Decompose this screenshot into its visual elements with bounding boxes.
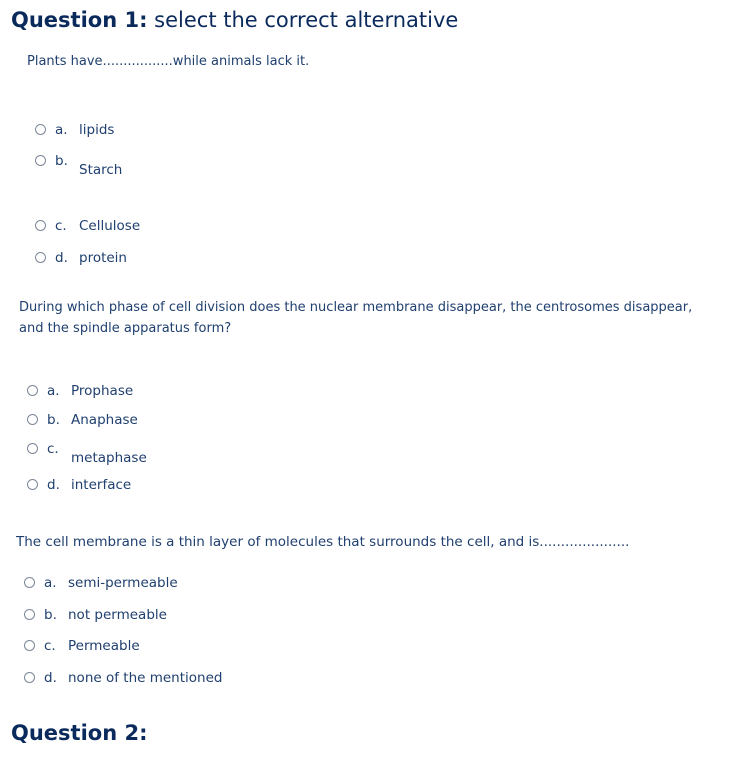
option-letter: d. xyxy=(55,250,68,266)
option-letter: b. xyxy=(44,607,57,623)
radio-button[interactable] xyxy=(24,577,35,588)
question-1-instruction: select the correct alternative xyxy=(154,8,459,32)
radio-button[interactable] xyxy=(24,672,35,683)
radio-button[interactable] xyxy=(24,609,35,620)
option-letter: d. xyxy=(44,670,57,686)
question-1-number: Question 1: xyxy=(11,8,148,32)
q3-option-a[interactable] xyxy=(24,575,178,591)
q2-option-a[interactable] xyxy=(27,383,133,399)
question-1-heading xyxy=(11,8,458,32)
radio-button[interactable] xyxy=(35,220,46,231)
option-letter: b. xyxy=(47,412,60,428)
option-text: Cellulose xyxy=(79,218,141,234)
option-letter: a. xyxy=(44,575,57,591)
option-text: not permeable xyxy=(68,607,167,623)
q3-option-b[interactable] xyxy=(24,607,167,623)
question-2-number: Question 2: xyxy=(11,721,148,745)
radio-button[interactable] xyxy=(35,155,46,166)
option-text: Starch xyxy=(79,162,123,178)
option-letter: d. xyxy=(47,477,60,493)
option-text: semi-permeable xyxy=(68,575,178,591)
q3-option-c[interactable] xyxy=(24,638,140,654)
q3-option-d[interactable] xyxy=(24,670,222,686)
q2-option-d[interactable] xyxy=(27,477,131,493)
q1-option-d[interactable] xyxy=(35,250,127,266)
radio-button[interactable] xyxy=(35,124,46,135)
option-text: Permeable xyxy=(68,638,140,654)
q2-prompt: During which phase of cell division does the nuclear membrane disappear, the centrosomes disappear, and the spindle apparatus form? xyxy=(19,300,693,336)
option-letter: a. xyxy=(55,122,68,138)
q2-option-c[interactable] xyxy=(27,441,147,466)
q3-prompt: The cell membrane is a thin layer of molecules that surrounds the cell, and is..................... xyxy=(16,534,630,550)
radio-button[interactable] xyxy=(35,252,46,263)
option-letter: c. xyxy=(44,638,56,654)
option-text: none of the mentioned xyxy=(68,670,223,686)
q1-option-b[interactable] xyxy=(35,153,122,178)
radio-button[interactable] xyxy=(27,443,38,454)
option-text: lipids xyxy=(79,122,115,138)
radio-button[interactable] xyxy=(27,385,38,396)
option-text: protein xyxy=(79,250,127,266)
radio-button[interactable] xyxy=(24,640,35,651)
q1-prompt: Plants have.................while animals lack it. xyxy=(27,54,310,69)
option-text: Anaphase xyxy=(71,412,138,428)
q1-option-c[interactable] xyxy=(35,218,140,234)
option-letter: a. xyxy=(47,383,60,399)
option-letter: b. xyxy=(55,153,68,169)
q1-option-a[interactable] xyxy=(35,122,114,138)
radio-button[interactable] xyxy=(27,479,38,490)
option-text: metaphase xyxy=(71,450,147,466)
radio-button[interactable] xyxy=(27,414,38,425)
question-2-heading xyxy=(11,721,147,745)
option-text: Prophase xyxy=(71,383,134,399)
q2-option-b[interactable] xyxy=(27,412,138,428)
option-letter: c. xyxy=(55,218,67,234)
option-text: interface xyxy=(71,477,132,493)
option-letter: c. xyxy=(47,441,59,457)
